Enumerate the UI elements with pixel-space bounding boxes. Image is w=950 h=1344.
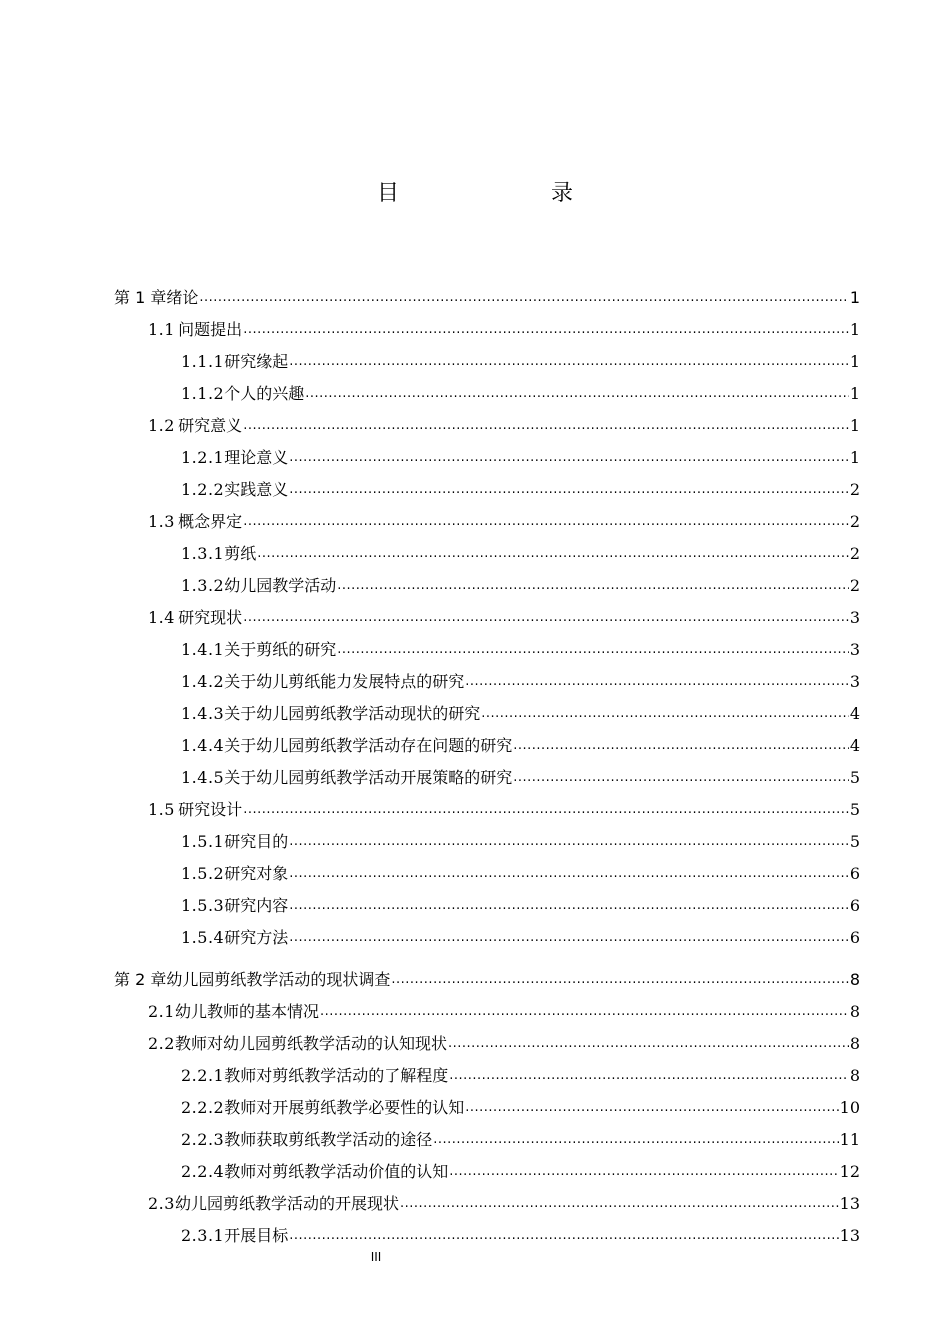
toc-entry-number: 1.4.4 [181, 736, 225, 755]
toc-dot-leader [243, 415, 849, 437]
toc-entry-number: 1.5.4 [181, 928, 225, 947]
toc-subsection-entry[interactable] [181, 1129, 860, 1151]
toc-entry-number: 2.2.1 [181, 1066, 225, 1085]
toc-entry-page: 8 [849, 1002, 860, 1021]
toc-dot-leader [513, 735, 849, 757]
toc-entry-number: 1.5.3 [181, 896, 225, 915]
toc-entry-page: 13 [839, 1226, 860, 1245]
toc-section-entry[interactable] [148, 1033, 860, 1055]
toc-subsection-entry[interactable] [181, 895, 860, 917]
toc-chapter-entry[interactable] [114, 287, 860, 309]
toc-entry-number: 1.3.2 [181, 576, 225, 595]
toc-entry-number: 1.2 [148, 416, 175, 435]
toc-section-entry[interactable] [148, 607, 860, 629]
toc-dot-leader [465, 1097, 838, 1119]
toc-entry-number: 1.3.1 [181, 544, 225, 563]
toc-dot-leader [289, 479, 849, 501]
toc-entry-number: 1.4.1 [181, 640, 225, 659]
toc-dot-leader [289, 447, 849, 469]
toc-dot-leader [400, 1193, 839, 1215]
toc-entry-label: 关于幼儿剪纸能力发展特点的研究 [224, 672, 465, 691]
toc-entry-page: 8 [849, 1066, 860, 1085]
toc-entry-page: 6 [849, 864, 860, 883]
toc-entry-label: 研究目的 [224, 832, 289, 851]
toc-dot-leader [337, 575, 849, 597]
toc-subsection-entry[interactable] [181, 639, 860, 661]
toc-section-entry[interactable] [148, 319, 860, 341]
toc-entry-page: 3 [849, 640, 860, 659]
toc-entry-label: 关于幼儿园剪纸教学活动存在问题的研究 [224, 736, 513, 755]
toc-dot-leader [449, 1065, 849, 1087]
toc-dot-leader [243, 319, 849, 341]
toc-entry-page: 4 [849, 704, 860, 723]
toc-entry-label: 研究对象 [224, 864, 289, 883]
toc-dot-leader [391, 969, 848, 991]
toc-entry-number: 1.5 [148, 800, 175, 819]
toc-entry-number: 1.4.5 [181, 768, 225, 787]
toc-dot-leader [289, 351, 849, 373]
toc-subsection-entry[interactable] [181, 1097, 860, 1119]
toc-entry-number: 1.2.2 [181, 480, 225, 499]
toc-entry-label: 个人的兴趣 [224, 384, 305, 403]
toc-entry-page: 4 [849, 736, 860, 755]
toc-dot-leader [289, 863, 849, 885]
toc-dot-leader [243, 607, 849, 629]
toc-entry-label: 研究方法 [224, 928, 289, 947]
toc-entry-page: 2 [849, 576, 860, 595]
toc-entry-number: 2.3 [148, 1194, 175, 1213]
toc-chapter-entry[interactable] [114, 969, 860, 991]
toc-entry-label: 研究意义 [178, 416, 243, 435]
toc-subsection-entry[interactable] [181, 671, 860, 693]
toc-dot-leader [465, 671, 849, 693]
toc-entry-number: 1.5.2 [181, 864, 225, 883]
toc-dot-leader [448, 1033, 849, 1055]
toc-entry-label: 关于剪纸的研究 [224, 640, 337, 659]
toc-entry-page: 12 [839, 1162, 860, 1181]
toc-entry-number: 1.1.2 [181, 384, 225, 403]
toc-entry-label: 研究内容 [224, 896, 289, 915]
toc-dot-leader [243, 799, 849, 821]
toc-entry-label: 研究现状 [178, 608, 243, 627]
toc-entry-page: 2 [849, 544, 860, 563]
toc-entry-number: 1.5.1 [181, 832, 225, 851]
toc-section-entry[interactable] [148, 511, 860, 533]
toc-entry-label: 剪纸 [224, 544, 257, 563]
toc-entry-number: 第 2 章 [114, 970, 167, 989]
toc-dot-leader [481, 703, 849, 725]
toc-entry-label: 关于幼儿园剪纸教学活动现状的研究 [224, 704, 481, 723]
toc-entry-number: 1.1 [148, 320, 175, 339]
toc-entry-page: 11 [839, 1130, 860, 1149]
toc-entry-label: 幼儿园教学活动 [224, 576, 337, 595]
toc-entry-number: 1.4.2 [181, 672, 225, 691]
toc-dot-leader [243, 511, 849, 533]
toc-subsection-entry[interactable] [181, 703, 860, 725]
toc-entry-page: 1 [849, 288, 860, 307]
toc-dot-leader [199, 287, 848, 309]
toc-entry-label: 教师获取剪纸教学活动的途径 [224, 1130, 433, 1149]
toc-subsection-entry[interactable] [181, 575, 860, 597]
toc-entry-page: 8 [849, 970, 860, 989]
toc-entry-number: 2.2.3 [181, 1130, 225, 1149]
toc-entry-label: 幼儿园剪纸教学活动的现状调查 [166, 970, 391, 989]
toc-dot-leader [289, 1225, 838, 1247]
toc-subsection-entry[interactable] [181, 831, 860, 853]
toc-entry-label: 教师对剪纸教学活动的了解程度 [224, 1066, 449, 1085]
toc-subsection-entry[interactable] [181, 1161, 860, 1183]
toc-dot-leader [433, 1129, 838, 1151]
toc-subsection-entry[interactable] [181, 735, 860, 757]
toc-subsection-entry[interactable] [181, 383, 860, 405]
toc-entry-page: 5 [849, 768, 860, 787]
toc-entry-label: 关于幼儿园剪纸教学活动开展策略的研究 [224, 768, 513, 787]
toc-entry-number: 2.2 [148, 1034, 175, 1053]
toc-dot-leader [337, 639, 849, 661]
toc-dot-leader [320, 1001, 849, 1023]
toc-entry-label: 问题提出 [178, 320, 243, 339]
toc-entry-number: 1.4.3 [181, 704, 225, 723]
toc-entry-label: 理论意义 [224, 448, 289, 467]
toc-entry-page: 8 [849, 1034, 860, 1053]
toc-entry-label: 教师对剪纸教学活动价值的认知 [224, 1162, 449, 1181]
page-number-footer: III [370, 1250, 382, 1264]
toc-entry-label: 研究缘起 [224, 352, 289, 371]
toc-entry-page: 1 [849, 320, 860, 339]
toc-subsection-entry[interactable] [181, 447, 860, 469]
toc-subsection-entry[interactable] [181, 479, 860, 501]
toc-entry-number: 1.1.1 [181, 352, 225, 371]
toc-subsection-entry[interactable] [181, 767, 860, 789]
toc-section-entry[interactable] [148, 415, 860, 437]
toc-entry-number: 1.2.1 [181, 448, 225, 467]
toc-entry-page: 6 [849, 896, 860, 915]
toc-subsection-entry[interactable] [181, 351, 860, 373]
toc-entry-number: 2.2.4 [181, 1162, 225, 1181]
toc-entry-label: 开展目标 [224, 1226, 289, 1245]
toc-entry-label: 绪论 [166, 288, 199, 307]
toc-entry-page: 3 [849, 672, 860, 691]
page-title: 目 录 [376, 181, 609, 206]
toc-entry-page: 1 [849, 416, 860, 435]
toc-dot-leader [289, 831, 849, 853]
toc-section-entry[interactable] [148, 1193, 860, 1215]
toc-entry-label: 概念界定 [178, 512, 243, 531]
toc-entry-page: 1 [849, 352, 860, 371]
toc-entry-number: 1.4 [148, 608, 175, 627]
toc-dot-leader [305, 383, 849, 405]
toc-entry-label: 幼儿教师的基本情况 [174, 1002, 319, 1021]
toc-dot-leader [513, 767, 849, 789]
toc-entry-page: 10 [839, 1098, 860, 1117]
toc-entry-label: 幼儿园剪纸教学活动的开展现状 [174, 1194, 399, 1213]
toc-entry-page: 5 [849, 832, 860, 851]
toc-entry-number: 2.3.1 [181, 1226, 225, 1245]
toc-dot-leader [289, 927, 849, 949]
toc-entry-page: 3 [849, 608, 860, 627]
toc-section-entry[interactable] [148, 799, 860, 821]
toc-dot-leader [289, 895, 849, 917]
toc-subsection-entry[interactable] [181, 863, 860, 885]
toc-section-entry[interactable] [148, 1001, 860, 1023]
toc-subsection-entry[interactable] [181, 1225, 860, 1247]
toc-dot-leader [449, 1161, 838, 1183]
toc-entry-page: 13 [839, 1194, 860, 1213]
toc-entry-label: 研究设计 [178, 800, 243, 819]
toc-entry-page: 1 [849, 384, 860, 403]
toc-subsection-entry[interactable] [181, 927, 860, 949]
toc-entry-label: 教师对幼儿园剪纸教学活动的认知现状 [174, 1034, 447, 1053]
toc-entry-page: 6 [849, 928, 860, 947]
toc-entry-page: 1 [849, 448, 860, 467]
toc-entry-page: 2 [849, 512, 860, 531]
toc-dot-leader [257, 543, 849, 565]
toc-entry-label: 实践意义 [224, 480, 289, 499]
toc-entry-label: 教师对开展剪纸教学必要性的认知 [224, 1098, 465, 1117]
toc-entry-number: 1.3 [148, 512, 175, 531]
toc-subsection-entry[interactable] [181, 543, 860, 565]
toc-entry-number: 第 1 章 [114, 288, 167, 307]
toc-entry-page: 2 [849, 480, 860, 499]
toc-entry-number: 2.1 [148, 1002, 175, 1021]
toc-entry-number: 2.2.2 [181, 1098, 225, 1117]
toc-entry-page: 5 [849, 800, 860, 819]
toc-subsection-entry[interactable] [181, 1065, 860, 1087]
